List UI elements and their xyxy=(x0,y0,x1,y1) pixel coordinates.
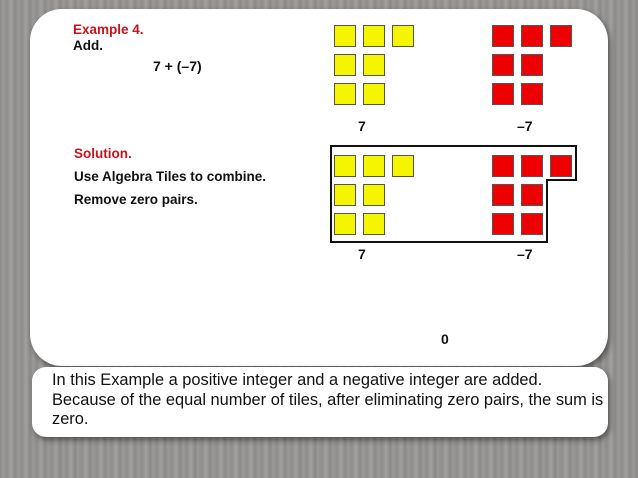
example-heading: Example 4. xyxy=(73,22,144,37)
solution-heading: Solution. xyxy=(74,146,132,161)
example-instruction: Add. xyxy=(73,38,103,53)
label-bottom-positive: 7 xyxy=(358,246,366,262)
example-expression: 7 + (–7) xyxy=(153,58,202,74)
caption-box xyxy=(32,367,608,437)
label-bottom-negative: –7 xyxy=(517,246,533,262)
solution-step-2: Remove zero pairs. xyxy=(74,192,198,207)
label-top-positive: 7 xyxy=(358,118,366,134)
solution-step-1: Use Algebra Tiles to combine. xyxy=(74,169,267,184)
caption-text: In this Example a positive integer and a negative integer are added. Because of the equal number of tiles, after eliminating zero pairs, the sum is zero. xyxy=(52,371,604,428)
result-sum: 0 xyxy=(441,331,449,347)
label-top-negative: –7 xyxy=(517,118,533,134)
